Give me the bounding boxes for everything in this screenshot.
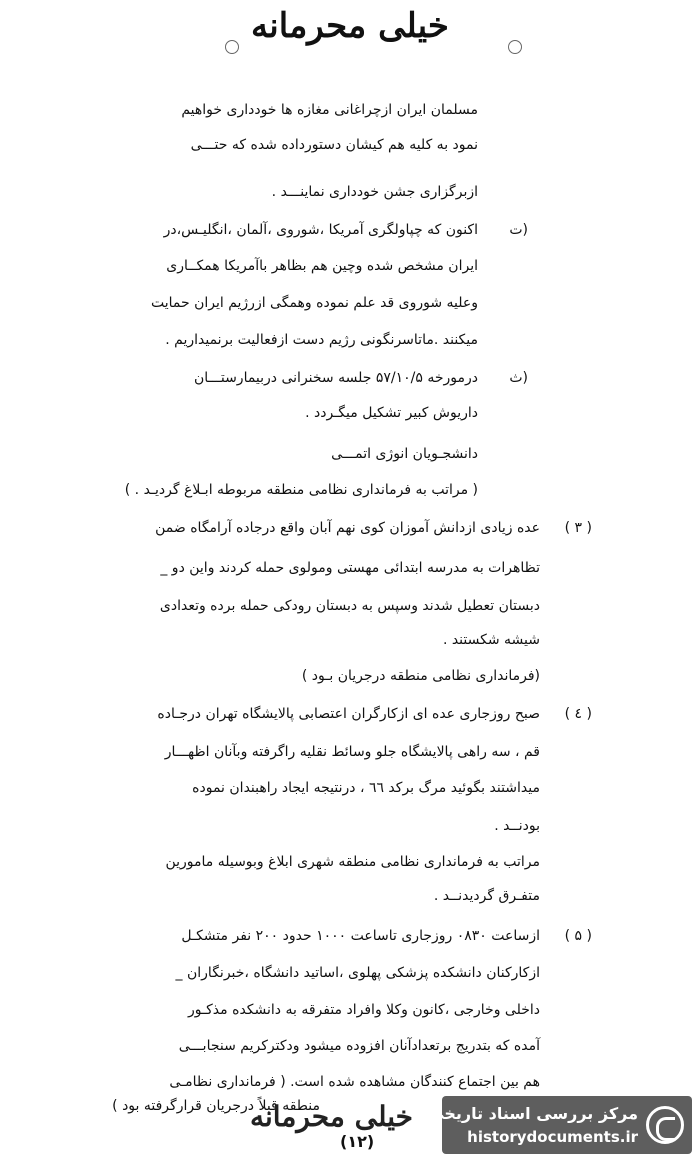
- body-line: ازکارکنان دانشکده پزشکی پهلوی ،اساتید دانشگاه ،خبرنگاران _: [175, 965, 540, 981]
- section-marker-te: (ت: [509, 222, 528, 238]
- body-line: دبستان تعطیل شدند وسپس به دبستان رودکی حمله برده وتعدادی: [159, 598, 540, 614]
- body-line: داریوش کبیر تشکیل میگـردد .: [305, 405, 478, 421]
- section-marker-se: (ث: [509, 370, 528, 386]
- item-number-3: ( ۳ ): [564, 520, 592, 536]
- body-line: داخلی وخارجی ،کانون وکلا وافراد متفرقه به دانشکده مذکـور: [188, 1002, 540, 1018]
- body-line: نمود به کلیه هم کیشان دستورداده شده که حتـــی: [190, 137, 478, 153]
- body-line: مراتب به فرمانداری نظامی منطقه شهری ابلاغ وبوسیله مامورین: [165, 854, 540, 870]
- body-line: آمده که بتدریج برتعدادآنان افزوده میشود ودکترکریم سنجابـــی: [178, 1038, 540, 1054]
- body-line: درمورخه ۵۷/۱۰/۵ جلسه سخنرانی دربیمارستـــان: [194, 370, 478, 386]
- punch-hole-left: [225, 40, 239, 54]
- body-line: متفـرق گردیدنــد .: [433, 888, 540, 904]
- body-line: قم ، سه راهی پالایشگاه جلو وسائط نقلیه راگرفته وبآنان اظهـــار: [164, 744, 540, 760]
- watermark-title: مرکز بررسی اسناد تاریخی: [428, 1104, 638, 1123]
- signature-line: دانشجـویان انوژی اتمـــی: [331, 446, 478, 462]
- note-line: ( مراتب به فرمانداری نظامی منطقه مربوطه ابـلاغ گردیـد . ): [124, 482, 478, 498]
- body-line: میکنند .ماتاسرنگونی رژیم دست ازفعالیت برنمیداریم .: [165, 332, 478, 348]
- body-line: عده زیادی ازدانش آموزان کوی نهم آبان واقع درجاده آرامگاه ضمن: [155, 520, 540, 536]
- body-line: میداشتند بگوئید مرگ برکد ٦٦ ، درنتیجه ایجاد راهبندان نموده: [192, 780, 540, 796]
- body-line: اکنون که چپاولگری آمریکا ،شوروی ،آلمان ،انگلیـس،در: [163, 222, 478, 238]
- footer-classification: خیلی محرمانه: [250, 1100, 413, 1133]
- body-line: منطقه قبلاً درجریان قرارگرفته بود ): [112, 1098, 320, 1114]
- body-line: شیشه شکستند .: [442, 632, 540, 648]
- item-number-4: ( ٤ ): [564, 706, 592, 722]
- body-line: تظاهرات به مدرسه ابتدائی مهستی ومولوی حمله کردند واین دو _: [160, 560, 540, 576]
- page-number: (۱۲): [340, 1132, 375, 1151]
- body-line: ازبرگزاری جشن خودداری نماینـــد .: [271, 184, 478, 200]
- body-line: ایران مشخص شده وچین هم بظاهر باآمریکا همکــاری: [166, 258, 478, 274]
- body-line: بودنــد .: [494, 818, 540, 834]
- item-number-5: ( ۵ ): [564, 928, 592, 944]
- body-line: ازساعت ۰۸۳۰ روزجاری تاساعت ۱۰۰۰ حدود ۲۰۰ نفر متشکـل: [181, 928, 540, 944]
- body-line: صبح روزجاری عده ای ازکارگران اعتصابی پالایشگاه تهران درجـاده: [157, 706, 540, 722]
- body-line: مسلمان ایران ازچراغانی مغازه ها خودداری خواهیم: [181, 102, 478, 118]
- watermark-url: historydocuments.ir: [467, 1128, 638, 1146]
- punch-hole-right: [508, 40, 522, 54]
- note-line: (فرمانداری نظامی منطقه درجریان بـود ): [301, 668, 540, 684]
- classification-heading: خیلی محرمانه: [251, 6, 449, 46]
- archive-watermark: [428, 1096, 692, 1154]
- archive-logo-icon: [646, 1106, 684, 1144]
- body-line: وعلیه شوروی قد علم نموده وهمگی ازرژیم ایران حمایت: [150, 295, 478, 311]
- body-line: هم بین اجتماع کنندگان مشاهده شده است. ( فرمانداری نظامـی: [169, 1074, 540, 1090]
